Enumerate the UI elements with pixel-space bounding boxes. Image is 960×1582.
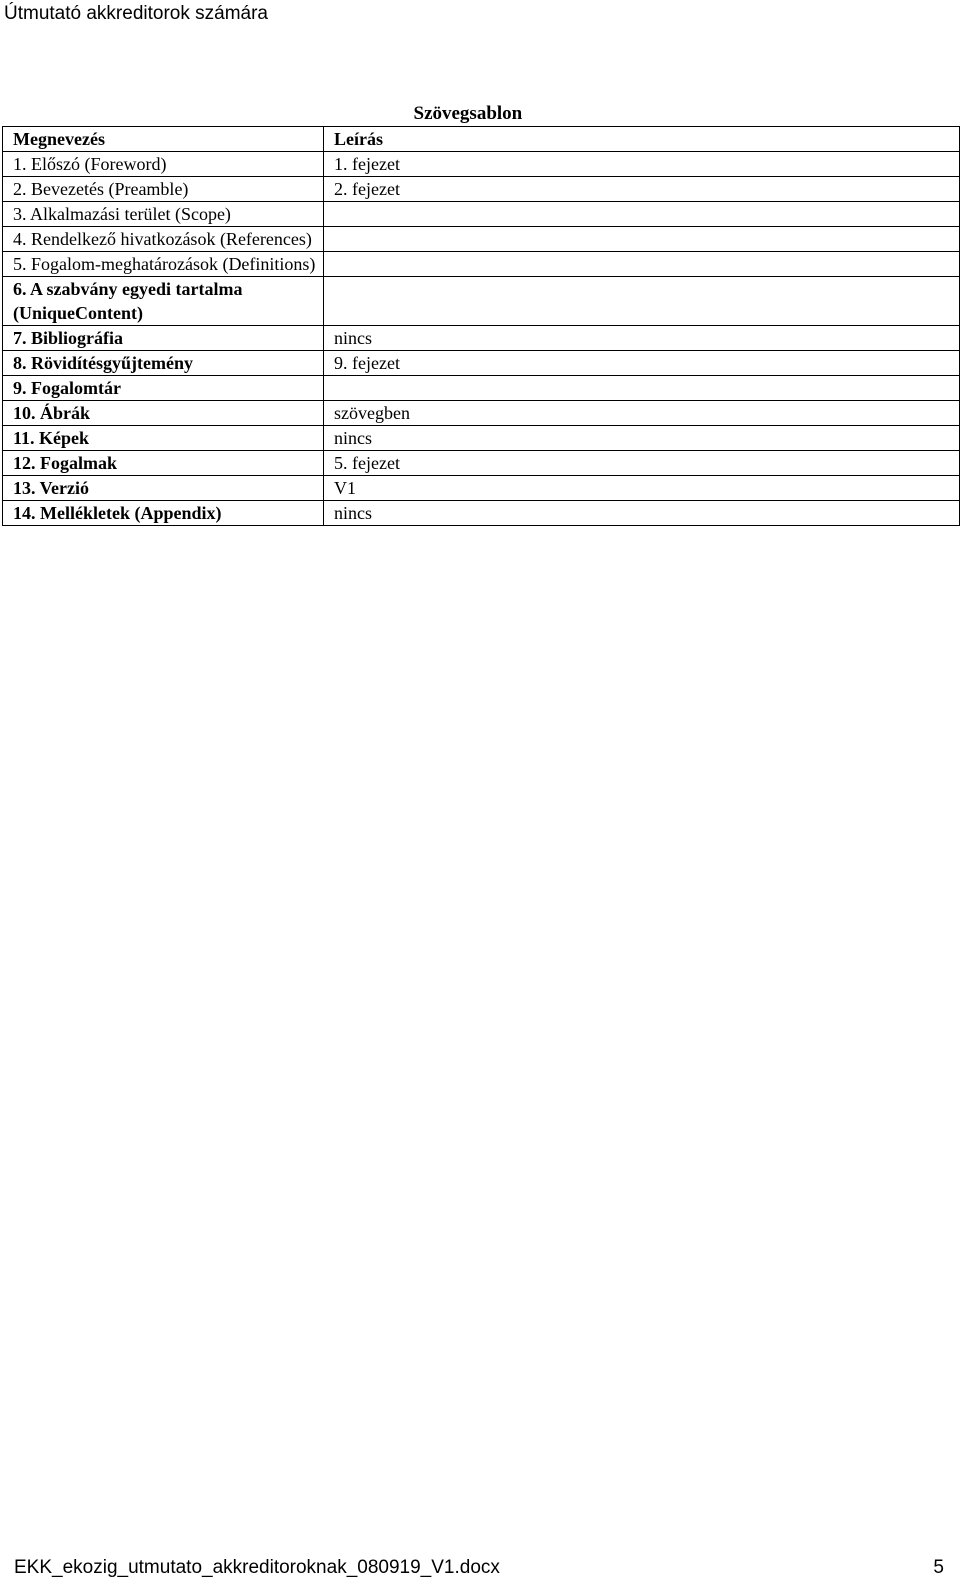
row-name-cell: 6. A szabvány egyedi tartalma (UniqueContent) [3,277,324,326]
table-row [3,451,960,476]
column-header-name: Megnevezés [3,127,324,152]
table-row [3,376,960,401]
row-name-cell: 7. Bibliográfia [3,326,324,351]
row-name-cell: 8. Rövidítésgyűjtemény [3,351,324,376]
page-number: 5 [933,1557,944,1578]
table-row [3,501,960,526]
row-description-cell: nincs [324,501,960,526]
row-name-cell: 5. Fogalom-meghatározások (Definitions) [3,252,324,277]
table-row [3,351,960,376]
row-description-cell [324,376,960,401]
row-name-cell: 10. Ábrák [3,401,324,426]
table-row [3,476,960,501]
text-template-table [2,102,960,526]
table-row [3,152,960,177]
row-description-cell: 9. fejezet [324,351,960,376]
table-caption: Szövegsablon [413,103,523,124]
row-description-cell: szövegben [324,401,960,426]
column-header-description: Leírás [324,127,960,152]
table-row [3,426,960,451]
table-caption-row [3,102,960,127]
row-name-cell: 9. Fogalomtár [3,376,324,401]
table-row [3,252,960,277]
row-description-cell [324,277,960,326]
page-header-title: Útmutató akkreditorok számára [4,3,268,24]
table-row [3,177,960,202]
row-name-cell: 11. Képek [3,426,324,451]
table-header-row [3,127,960,152]
row-description-cell: 2. fejezet [324,177,960,202]
row-name-cell: 3. Alkalmazási terület (Scope) [3,202,324,227]
table-row [3,227,960,252]
table-row [3,326,960,351]
row-name-cell: 13. Verzió [3,476,324,501]
row-description-cell [324,202,960,227]
row-description-cell: 5. fejezet [324,451,960,476]
table-body [3,152,960,526]
row-description-cell: V1 [324,476,960,501]
table-row [3,277,960,326]
row-name-cell: 14. Mellékletek (Appendix) [3,501,324,526]
row-description-cell: 1. fejezet [324,152,960,177]
row-description-cell: nincs [324,326,960,351]
row-name-cell: 12. Fogalmak [3,451,324,476]
row-name-cell: 4. Rendelkező hivatkozások (References) [3,227,324,252]
table-row [3,401,960,426]
row-description-cell [324,227,960,252]
footer-filename: EKK_ekozig_utmutato_akkreditoroknak_080919_V1.docx [14,1557,500,1578]
caption-spacer [3,102,324,127]
row-description-cell [324,252,960,277]
table-row [3,202,960,227]
row-name-cell: 2. Bevezetés (Preamble) [3,177,324,202]
row-description-cell: nincs [324,426,960,451]
row-name-cell: 1. Előszó (Foreword) [3,152,324,177]
